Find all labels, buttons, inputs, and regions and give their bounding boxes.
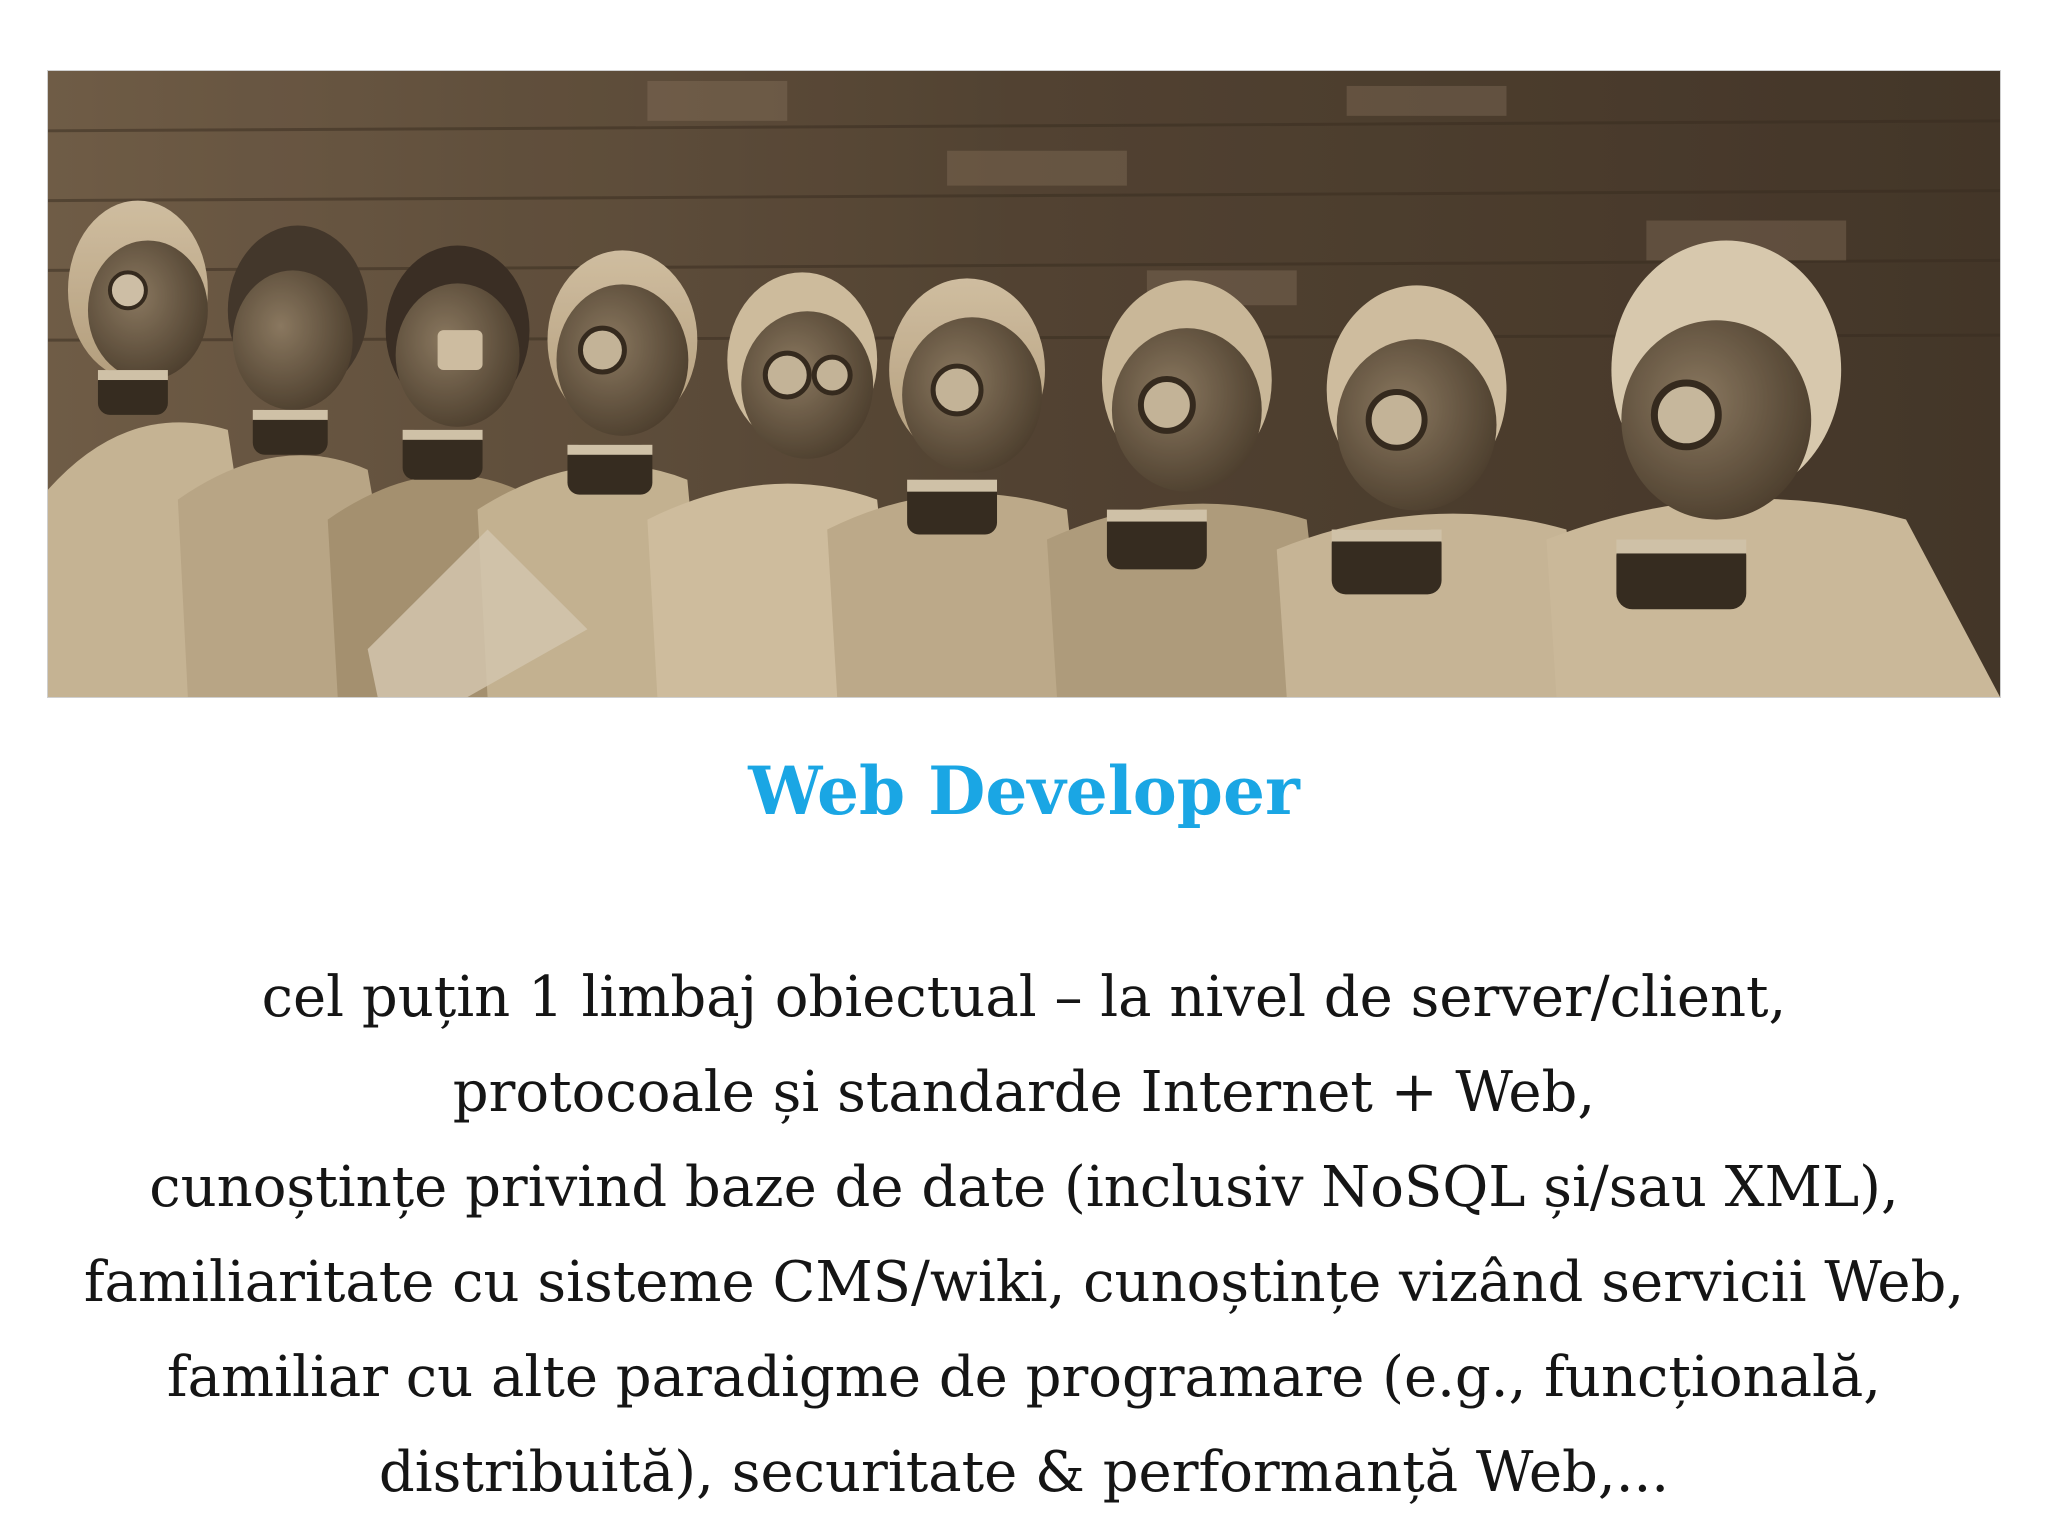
body-line: protocoale și standarde Internet + Web, bbox=[452, 1060, 1596, 1125]
body-line: familiar cu alte paradigme de programare (e.g., funcțională, bbox=[166, 1345, 1882, 1410]
body-line: familiaritate cu sisteme CMS/wiki, cunoștințe vizând servicii Web, bbox=[83, 1250, 1965, 1315]
header-photo bbox=[47, 70, 2001, 698]
body-line: cel puțin 1 limbaj obiectual – la nivel de server/client, bbox=[261, 965, 1787, 1030]
slide-title: Web Developer bbox=[748, 752, 1300, 830]
gas-mask-children-photo-icon bbox=[48, 71, 2000, 697]
body-line: cunoștințe privind baze de date (inclusiv NoSQL și/sau XML), bbox=[149, 1155, 1899, 1220]
body-line: distribuită), securitate & performanță Web,... bbox=[378, 1440, 1670, 1505]
slide-body bbox=[30, 950, 2018, 1520]
